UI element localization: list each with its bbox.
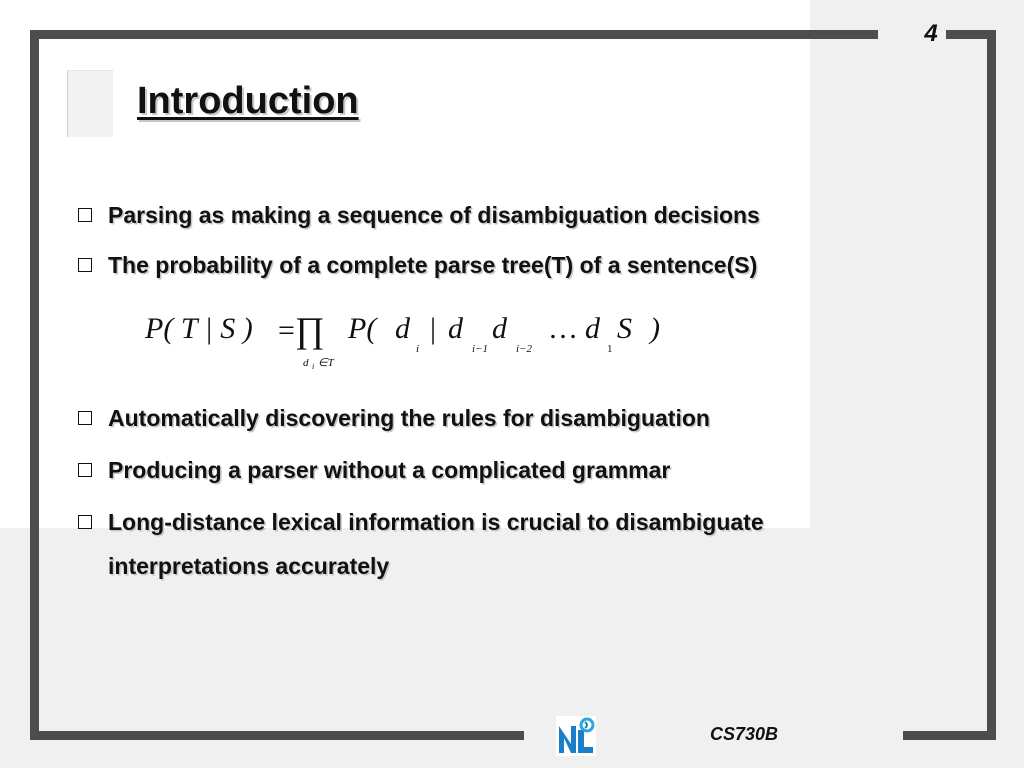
bullet-text: The probability of a complete parse tree(T) of a sentence(S): [108, 252, 758, 278]
formula-product-sub-i: i: [312, 362, 315, 371]
bullet-item: [78, 507, 764, 588]
course-code-footer: CS730B: [710, 724, 779, 744]
slide-number: 4: [924, 20, 938, 47]
bullet-square-icon: [78, 515, 92, 529]
title-accent-box: [67, 70, 113, 137]
frame-right: [987, 30, 996, 740]
formula-product-symbol: ∏: [295, 310, 325, 350]
formula-sub-1: 1: [607, 343, 613, 355]
formula-sub-i: i: [416, 343, 420, 355]
nlp-lab-logo-icon: [556, 716, 596, 756]
bullet-text: Long-distance lexical information is crucial to disambiguate: [108, 509, 764, 535]
bullet-text: Producing a parser without a complicated grammar: [108, 457, 671, 483]
formula-given-bar: |: [430, 312, 437, 345]
formula-d-im1: d: [448, 312, 463, 345]
frame-top-left: [30, 30, 878, 39]
bullet-text: Parsing as making a sequence of disambiguation decisions: [108, 202, 760, 228]
bullet-item: [78, 200, 760, 237]
frame-bottom-left: [30, 731, 524, 740]
formula-d-im2: d: [492, 312, 507, 345]
bullet-item: [78, 455, 670, 492]
bullet-square-icon: [78, 463, 92, 477]
formula-sub-im1: i−1: [472, 343, 488, 355]
slide-title: Introduction: [137, 80, 359, 122]
bullet-square-icon: [78, 208, 92, 222]
formula-equals: =: [278, 314, 295, 347]
formula-product-sub-rest: ∈T: [318, 357, 334, 369]
bullet-text-continuation: interpretations accurately: [108, 553, 390, 579]
frame-left: [30, 30, 39, 740]
bullet-square-icon: [78, 258, 92, 272]
bullet-item: [78, 250, 757, 287]
bullet-square-icon: [78, 411, 92, 425]
formula-lhs: P( T | S ): [145, 312, 253, 345]
formula-close: ): [650, 312, 660, 345]
formula-d-i: d: [395, 312, 410, 345]
frame-bottom-right: [903, 731, 996, 740]
formula-product-sub-d: d: [303, 357, 309, 369]
formula-sub-im2: i−2: [516, 343, 532, 355]
formula-s: S: [617, 312, 632, 345]
bullet-text: Automatically discovering the rules for disambiguation: [108, 405, 710, 431]
probability-formula: [140, 300, 700, 380]
bullet-item: [78, 403, 710, 440]
formula-d-1: d: [585, 312, 600, 345]
formula-p-open: P(: [348, 312, 377, 345]
formula-ellipsis: …: [548, 312, 578, 345]
